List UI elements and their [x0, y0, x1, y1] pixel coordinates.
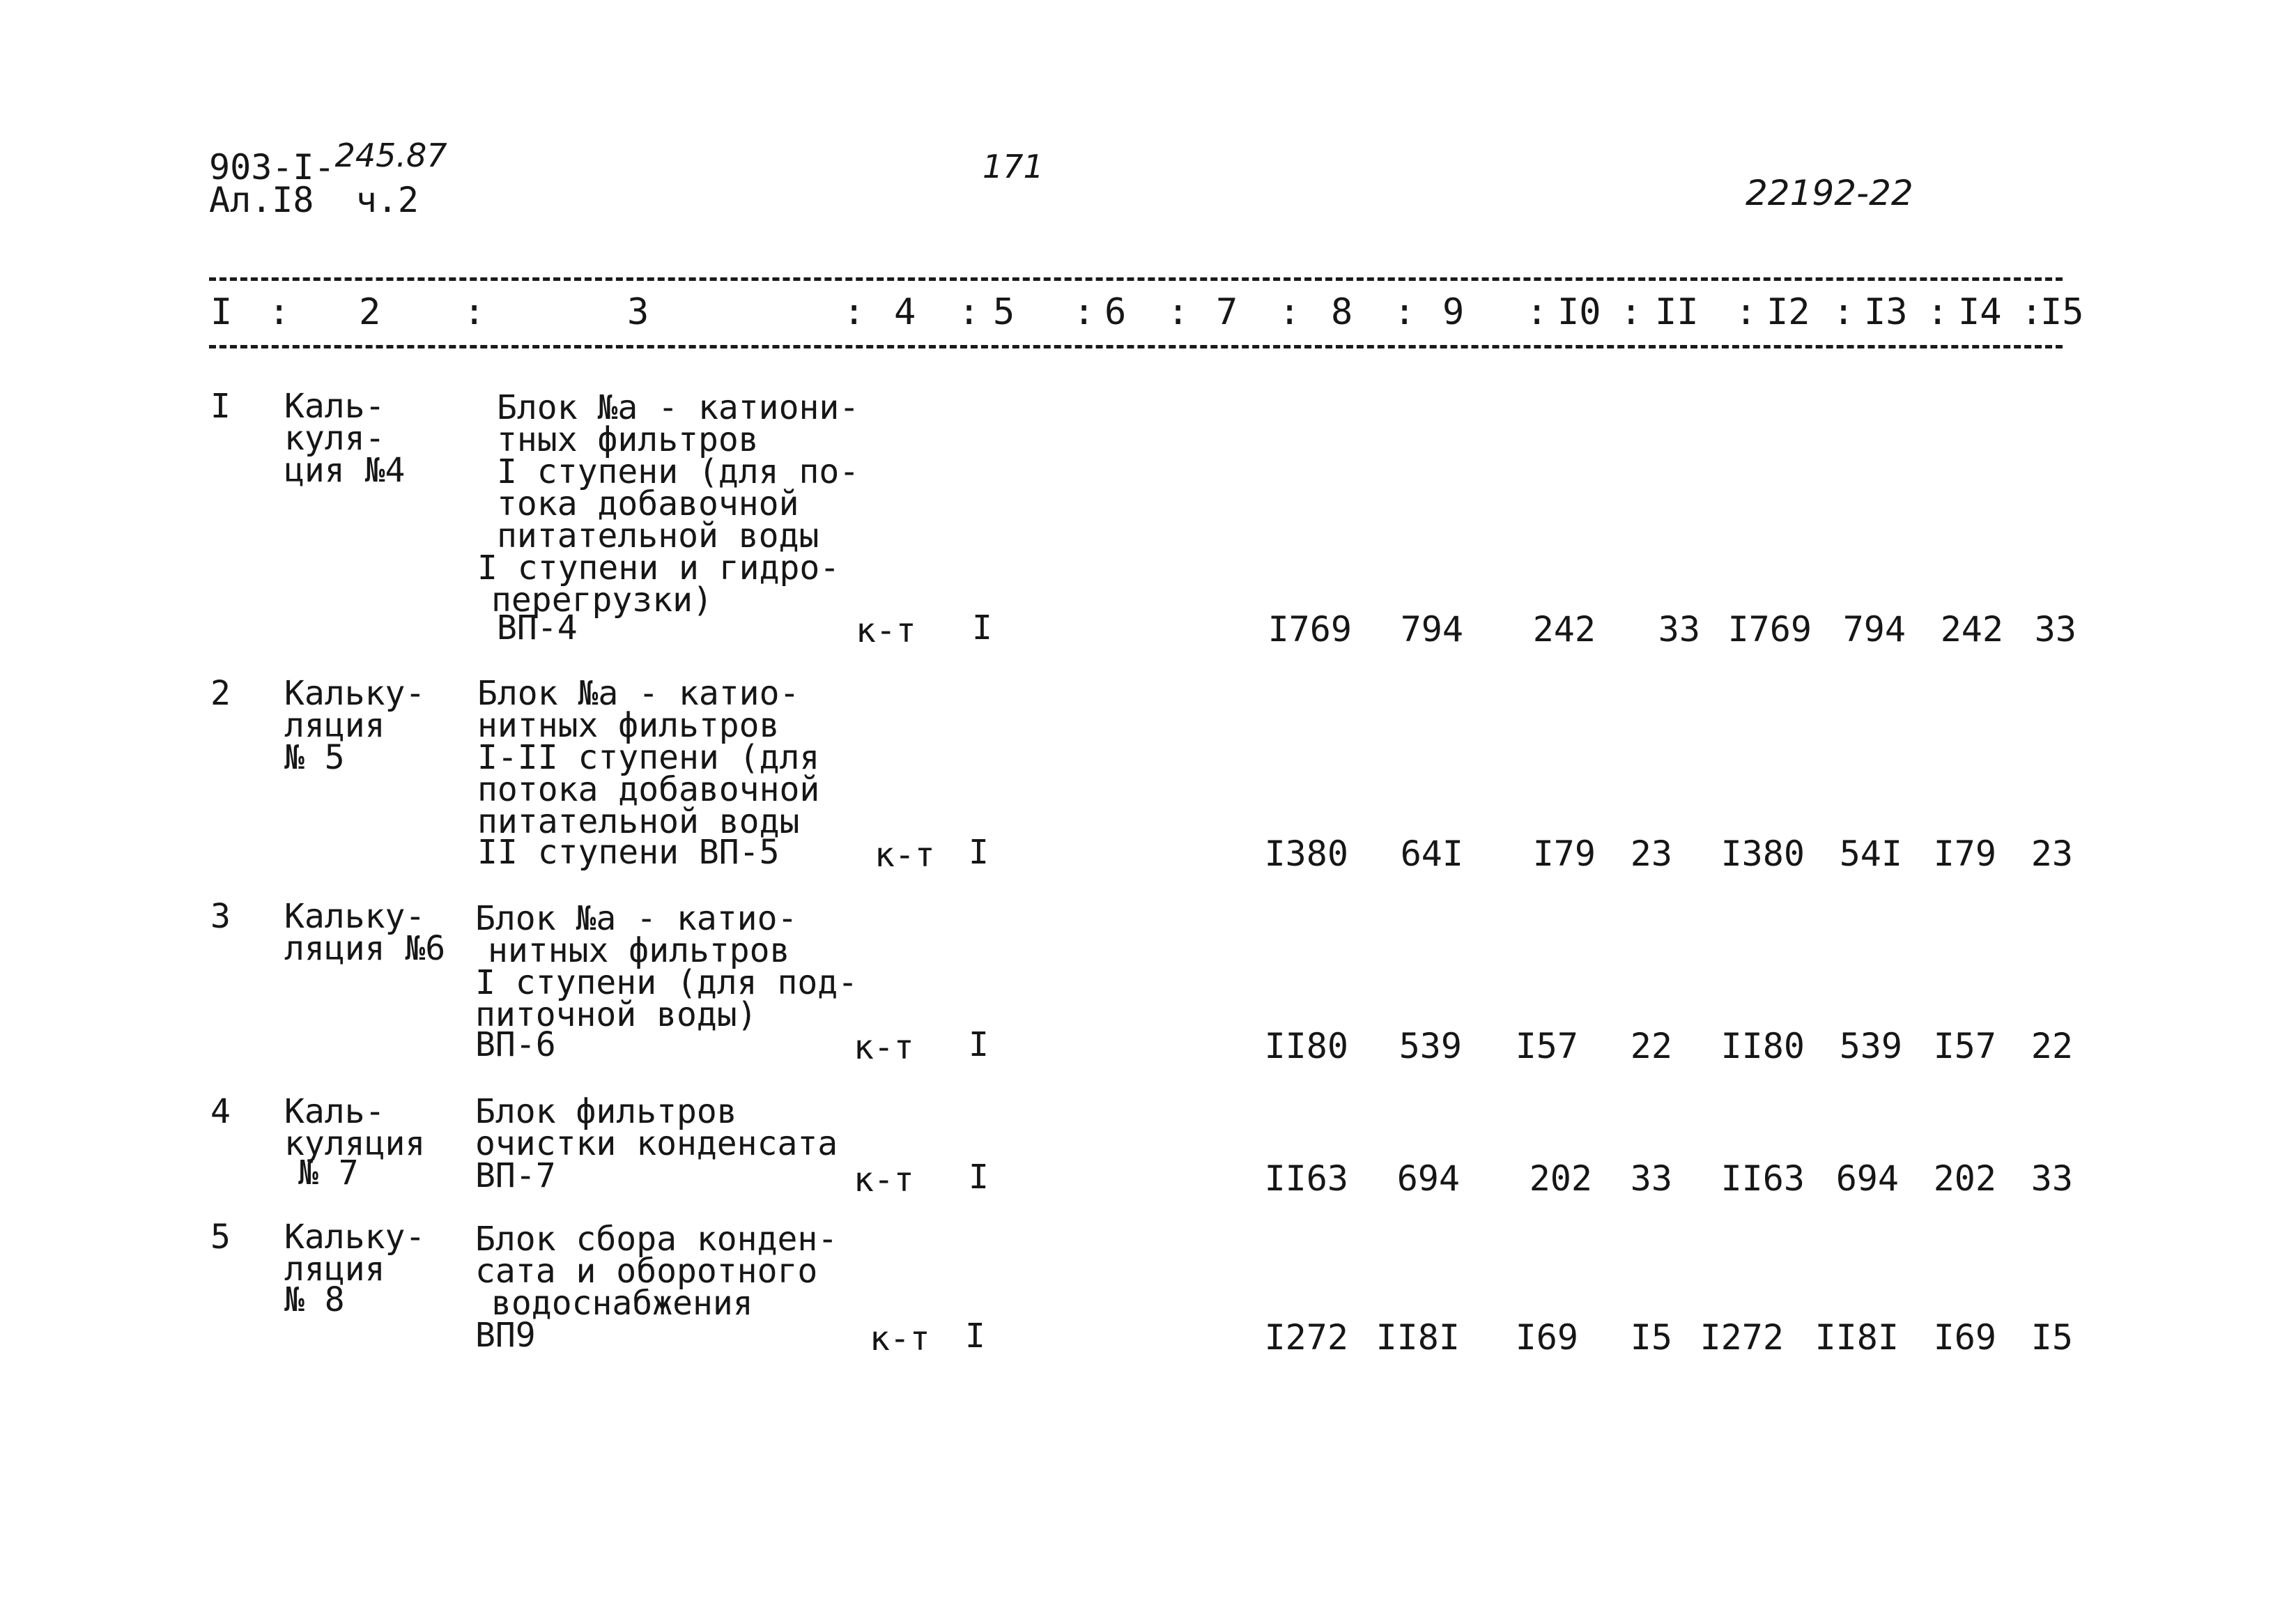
quantity-cell: I: [965, 1317, 985, 1356]
value-col-8: II80: [1264, 1026, 1348, 1066]
col-header-11: II: [1655, 291, 1699, 333]
calc-line: куля-: [284, 419, 385, 458]
row-number: 5: [210, 1218, 231, 1257]
value-col-9: 539: [1399, 1026, 1462, 1066]
desc-line: водоснабжения: [491, 1284, 753, 1323]
value-col-10: 242: [1532, 609, 1596, 650]
value-col-10: I57: [1515, 1026, 1578, 1066]
desc-line: тных фильтров: [497, 420, 759, 459]
col-separator: :: [1073, 291, 1095, 333]
value-col-12: II63: [1720, 1158, 1805, 1199]
header-rule-bottom: [209, 345, 2063, 348]
col-header-9: 9: [1442, 291, 1465, 333]
value-col-8: II63: [1264, 1158, 1348, 1199]
value-col-15: 33: [2031, 1158, 2073, 1199]
desc-line: очистки конденсата: [475, 1124, 838, 1163]
value-col-9: 694: [1396, 1158, 1460, 1199]
value-col-11: 33: [1658, 609, 1700, 650]
value-col-11: 33: [1630, 1158, 1672, 1199]
row-number: 4: [210, 1092, 231, 1131]
value-col-11: 22: [1630, 1026, 1672, 1066]
value-col-15: 33: [2034, 609, 2077, 650]
quantity-cell: I: [972, 608, 992, 647]
desc-line: Блок сбора конден-: [475, 1220, 838, 1259]
calc-line: куляция: [284, 1124, 426, 1163]
col-separator: :: [1167, 291, 1189, 333]
value-col-9: II8I: [1376, 1317, 1460, 1358]
col-header-1: I: [210, 291, 233, 333]
quantity-cell: I: [969, 833, 989, 872]
value-col-14: 242: [1940, 609, 2003, 650]
desc-line: нитных фильтров: [477, 706, 780, 745]
value-col-13: 694: [1835, 1158, 1899, 1199]
desc-line: ВП-6: [475, 1025, 556, 1064]
value-col-11: 23: [1630, 834, 1672, 874]
calc-line: Кальку-: [284, 897, 426, 936]
col-header-5: 5: [993, 291, 1015, 333]
quantity-cell: I: [969, 1025, 989, 1064]
unit-cell: к-т: [875, 836, 935, 875]
value-col-8: I380: [1264, 834, 1348, 874]
value-col-10: I79: [1532, 834, 1596, 874]
calc-line: Кальку-: [284, 1218, 426, 1257]
desc-line: I ступени (для под-: [475, 963, 858, 1002]
col-separator: :: [843, 291, 865, 333]
value-col-8: I272: [1264, 1317, 1348, 1358]
desc-line: питочной воды): [475, 995, 757, 1034]
col-separator: :: [1927, 291, 1949, 333]
col-separator: :: [1620, 291, 1642, 333]
calc-line: ляция: [284, 1250, 385, 1289]
calc-line: Кальку-: [284, 674, 426, 713]
calc-line: ляция №6: [284, 929, 446, 968]
value-col-9: 64I: [1400, 834, 1463, 874]
value-col-13: 539: [1839, 1026, 1902, 1066]
value-col-12: I272: [1700, 1317, 1784, 1358]
col-separator: :: [1526, 291, 1548, 333]
desc-line: перегрузки): [491, 581, 713, 620]
desc-line: ВП-4: [497, 608, 578, 647]
value-col-8: I769: [1268, 609, 1352, 650]
col-header-3: 3: [627, 291, 649, 333]
col-header-8: 8: [1331, 291, 1353, 333]
col-separator: :: [1394, 291, 1416, 333]
desc-line: ВП9: [475, 1316, 536, 1355]
desc-line: I-II ступени (для: [477, 738, 820, 777]
col-separator: :: [1279, 291, 1301, 333]
calc-line: № 7: [298, 1153, 359, 1192]
col-header-13: I3: [1864, 291, 1908, 333]
row-number: 2: [210, 674, 231, 713]
col-separator: :: [268, 291, 291, 333]
unit-cell: к-т: [856, 611, 916, 650]
header-rule-top: [209, 277, 2063, 281]
value-col-15: 22: [2031, 1026, 2073, 1066]
desc-line: I ступени (для по-: [497, 452, 860, 491]
document-number: 22192-22: [1746, 173, 1913, 213]
col-header-14: I4: [1958, 291, 2002, 333]
value-col-13: 794: [1842, 609, 1906, 650]
unit-cell: к-т: [854, 1028, 914, 1067]
value-col-14: I69: [1933, 1317, 1996, 1358]
value-col-12: II80: [1720, 1026, 1805, 1066]
calc-line: № 8: [284, 1280, 345, 1319]
calc-line: № 5: [284, 738, 345, 777]
col-header-15: I5: [2040, 291, 2084, 333]
col-separator: :: [958, 291, 980, 333]
desc-line: нитных фильтров: [488, 931, 790, 970]
sheet-label: Ал.I8 ч.2: [209, 180, 419, 220]
calc-line: ция №4: [284, 451, 406, 490]
document-code-prefix: 903-I-: [209, 147, 335, 187]
value-col-14: I79: [1933, 834, 1996, 874]
col-header-4: 4: [894, 291, 916, 333]
value-col-11: I5: [1630, 1317, 1672, 1358]
desc-line: тока добавочной: [497, 484, 799, 523]
document-code-handwritten: 245.87: [334, 137, 447, 174]
desc-line: питательной воды: [497, 516, 819, 555]
desc-line: Блок №а - катио-: [475, 899, 798, 938]
desc-line: питательной воды: [477, 802, 800, 841]
col-header-2: 2: [359, 291, 381, 333]
desc-line: сата и оборотного: [475, 1252, 818, 1291]
quantity-cell: I: [969, 1158, 989, 1197]
value-col-14: 202: [1933, 1158, 1996, 1199]
col-separator: :: [2021, 291, 2043, 333]
value-col-15: I5: [2031, 1317, 2073, 1358]
desc-line: потока добавочной: [477, 770, 820, 809]
row-number: I: [210, 387, 231, 426]
calc-line: Каль-: [284, 387, 385, 426]
col-separator: :: [463, 291, 486, 333]
unit-cell: к-т: [870, 1319, 930, 1358]
desc-line: I ступени и гидро-: [477, 548, 840, 588]
col-header-10: I0: [1557, 291, 1601, 333]
value-col-10: 202: [1529, 1158, 1592, 1199]
value-col-13: 54I: [1839, 834, 1902, 874]
desc-line: Блок фильтров: [475, 1092, 737, 1131]
col-header-6: 6: [1104, 291, 1127, 333]
col-header-7: 7: [1216, 291, 1238, 333]
col-separator: :: [1735, 291, 1757, 333]
desc-line: ВП-7: [475, 1156, 556, 1195]
value-col-10: I69: [1515, 1317, 1578, 1358]
desc-line: Блок №а - катио-: [477, 674, 800, 713]
row-number: 3: [210, 897, 231, 936]
page-number: 171: [983, 148, 1044, 185]
value-col-15: 23: [2031, 834, 2073, 874]
value-col-13: II8I: [1815, 1317, 1899, 1358]
value-col-14: I57: [1933, 1026, 1996, 1066]
calc-line: Каль-: [284, 1092, 385, 1131]
calc-line: ляция: [284, 706, 385, 745]
value-col-12: I380: [1720, 834, 1805, 874]
desc-line: Блок №а - катиони-: [497, 388, 860, 427]
col-header-12: I2: [1766, 291, 1810, 333]
desc-line: II ступени ВП-5: [477, 833, 780, 872]
value-col-9: 794: [1400, 609, 1463, 650]
col-separator: :: [1833, 291, 1855, 333]
unit-cell: к-т: [854, 1160, 914, 1199]
value-col-12: I769: [1727, 609, 1812, 650]
